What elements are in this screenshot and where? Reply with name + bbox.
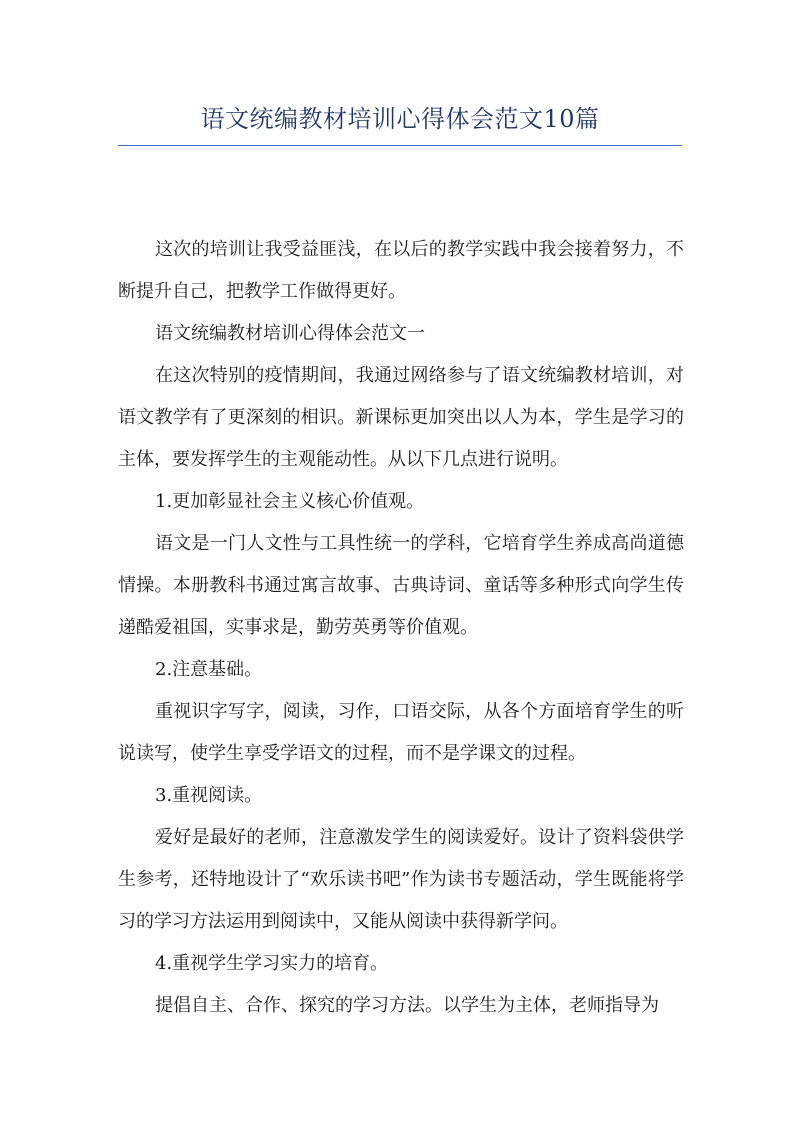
point-body-1: 语文是一门人文性与工具性统一的学科，它培育学生养成高尚道德情操。本册教科书通过寓言故事、古典诗词、童话等多种形式向学生传递酷爱祖国，实事求是，勤劳英勇等价值观。 bbox=[118, 533, 684, 638]
point-body-3: 爱好是最好的老师，注意激发学生的阅读爱好。设计了资料袋供学生参考，还特地设计了“欢乐读书吧”作为读书专题活动，学生既能将学习的学习方法运用到阅读中，又能从阅读中获得新学问。 bbox=[118, 827, 684, 932]
point-heading-1: 1.更加彰显社会主义核心价值观。 bbox=[155, 491, 425, 512]
paragraph-intro: 在这次特别的疫情期间，我通过网络参与了语文统编教材培训，对语文教学有了更深刻的相识。新课标更加突出以人为本，学生是学习的主体，要发挥学生的主观能动性。从以下几点进行说明。 bbox=[118, 365, 684, 470]
section-heading: 语文统编教材培训心得体会范文一 bbox=[155, 323, 425, 344]
point-body-2: 重视识字写字，阅读，习作，口语交际，从各个方面培育学生的听说读写，使学生享受学语文的过程，而不是学课文的过程。 bbox=[118, 701, 684, 764]
title-divider bbox=[118, 145, 682, 146]
point-body-4: 提倡自主、合作、探究的学习方法。以学生为主体，老师指导为 bbox=[155, 995, 659, 1016]
document-body bbox=[118, 229, 684, 1027]
point-heading-4: 4.重视学生学习实力的培育。 bbox=[155, 953, 389, 974]
document-title: 语文统编教材培训心得体会范文10篇 bbox=[200, 105, 600, 133]
point-heading-3: 3.重视阅读。 bbox=[155, 785, 263, 806]
point-heading-2: 2.注意基础。 bbox=[155, 659, 263, 680]
paragraph-closing: 这次的培训让我受益匪浅，在以后的教学实践中我会接着努力，不断提升自己，把教学工作做得更好。 bbox=[118, 239, 684, 302]
